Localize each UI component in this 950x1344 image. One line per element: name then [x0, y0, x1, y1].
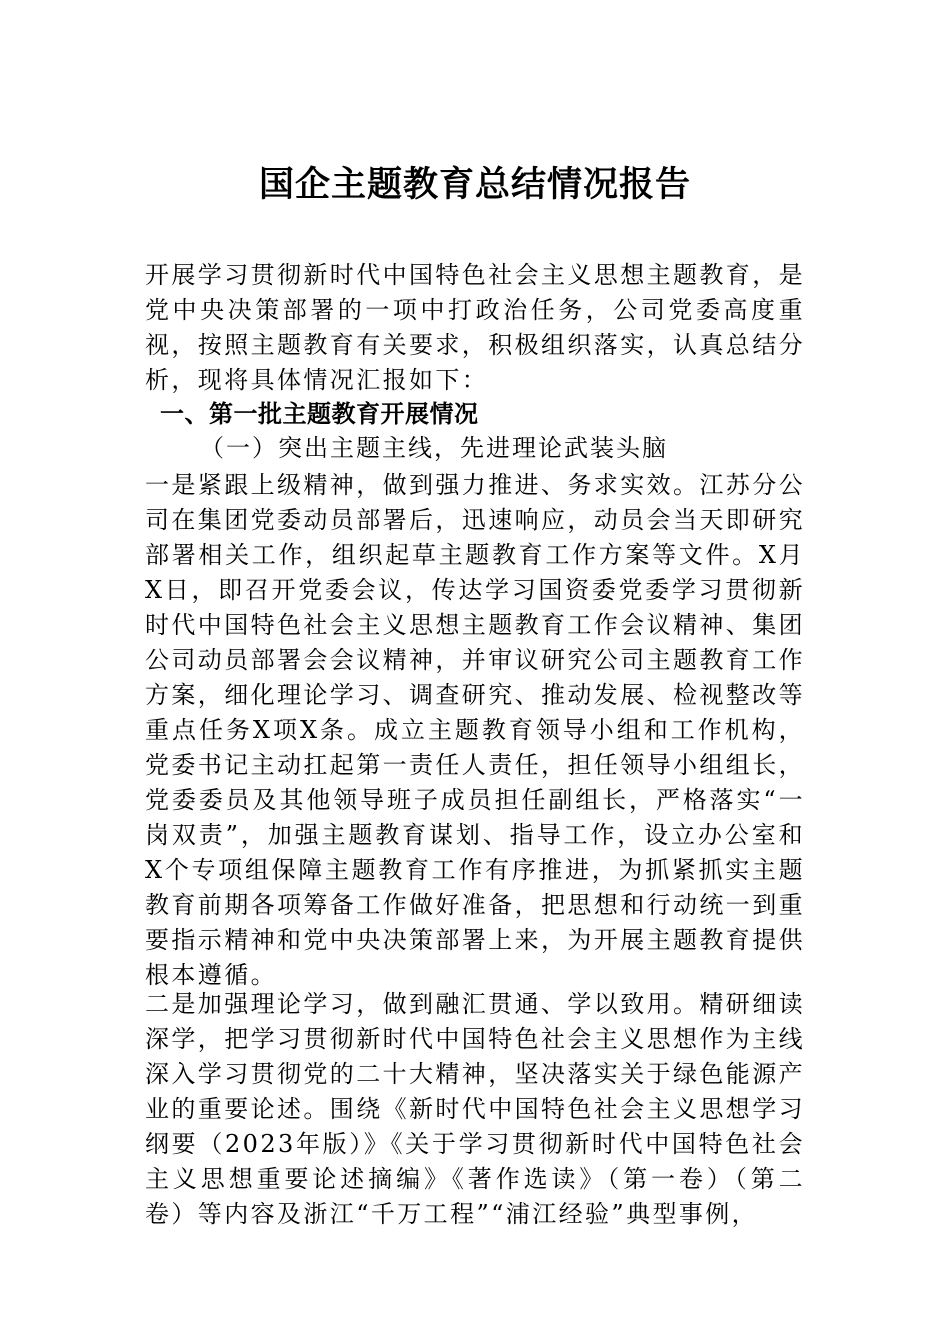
body-paragraph: 二是加强理论学习，做到融汇贯通、学以致用。精研细读深学，把学习贯彻新时代中国特色社会主义思想作为主线深入学习贯彻党的二十大精神，坚决落实关于绿色能源产业的重要论述。围绕《新时代中国特色社会主义思想学习纲要（2023年版）》《关于学习贯彻新时代中国特色社会主义思想重要论述摘编》《著作选读》（第一卷）（第二卷）等内容及浙江“千万工程”“浦江经验”典型事例，	[145, 990, 805, 1228]
body-paragraph: 一是紧跟上级精神，做到强力推进、务求实效。江苏分公司在集团党委动员部署后，迅速响应，动员会当天即研究部署相关工作，组织起草主题教育工作方案等文件。X月X日，即召开党委会议，传达学习国资委党委学习贯彻新时代中国特色社会主义思想主题教育工作会议精神、集团公司动员部署会会议精神，并审议研究公司主题教育工作方案，细化理论学习、调查研究、推动发展、检视整改等重点任务X项X条。成立主题教育领导小组和工作机构，党委书记主动扛起第一责任人责任，担任领导小组组长，党委委员及其他领导班子成员担任副组长，严格落实“一岗双责”，加强主题教育谋划、指导工作，设立办公室和X个专项组保障主题教育工作有序推进，为抓紧抓实主题教育前期各项筹备工作做好准备，把思想和行动统一到重要指示精神和党中央决策部署上来，为开展主题教育提供根本遵循。	[145, 471, 805, 989]
document-title: 国企主题教育总结情况报告	[258, 164, 691, 205]
intro-paragraph: 开展学习贯彻新时代中国特色社会主义思想主题教育，是党中央决策部署的一项中打政治任务，公司党委高度重视，按照主题教育有关要求，积极组织落实，认真总结分析，现将具体情况汇报如下：	[145, 261, 805, 394]
subsection-heading: （一）突出主题主线，先进理论武装头脑	[200, 434, 668, 462]
section-heading: 一、第一批主题教育开展情况	[160, 400, 479, 428]
